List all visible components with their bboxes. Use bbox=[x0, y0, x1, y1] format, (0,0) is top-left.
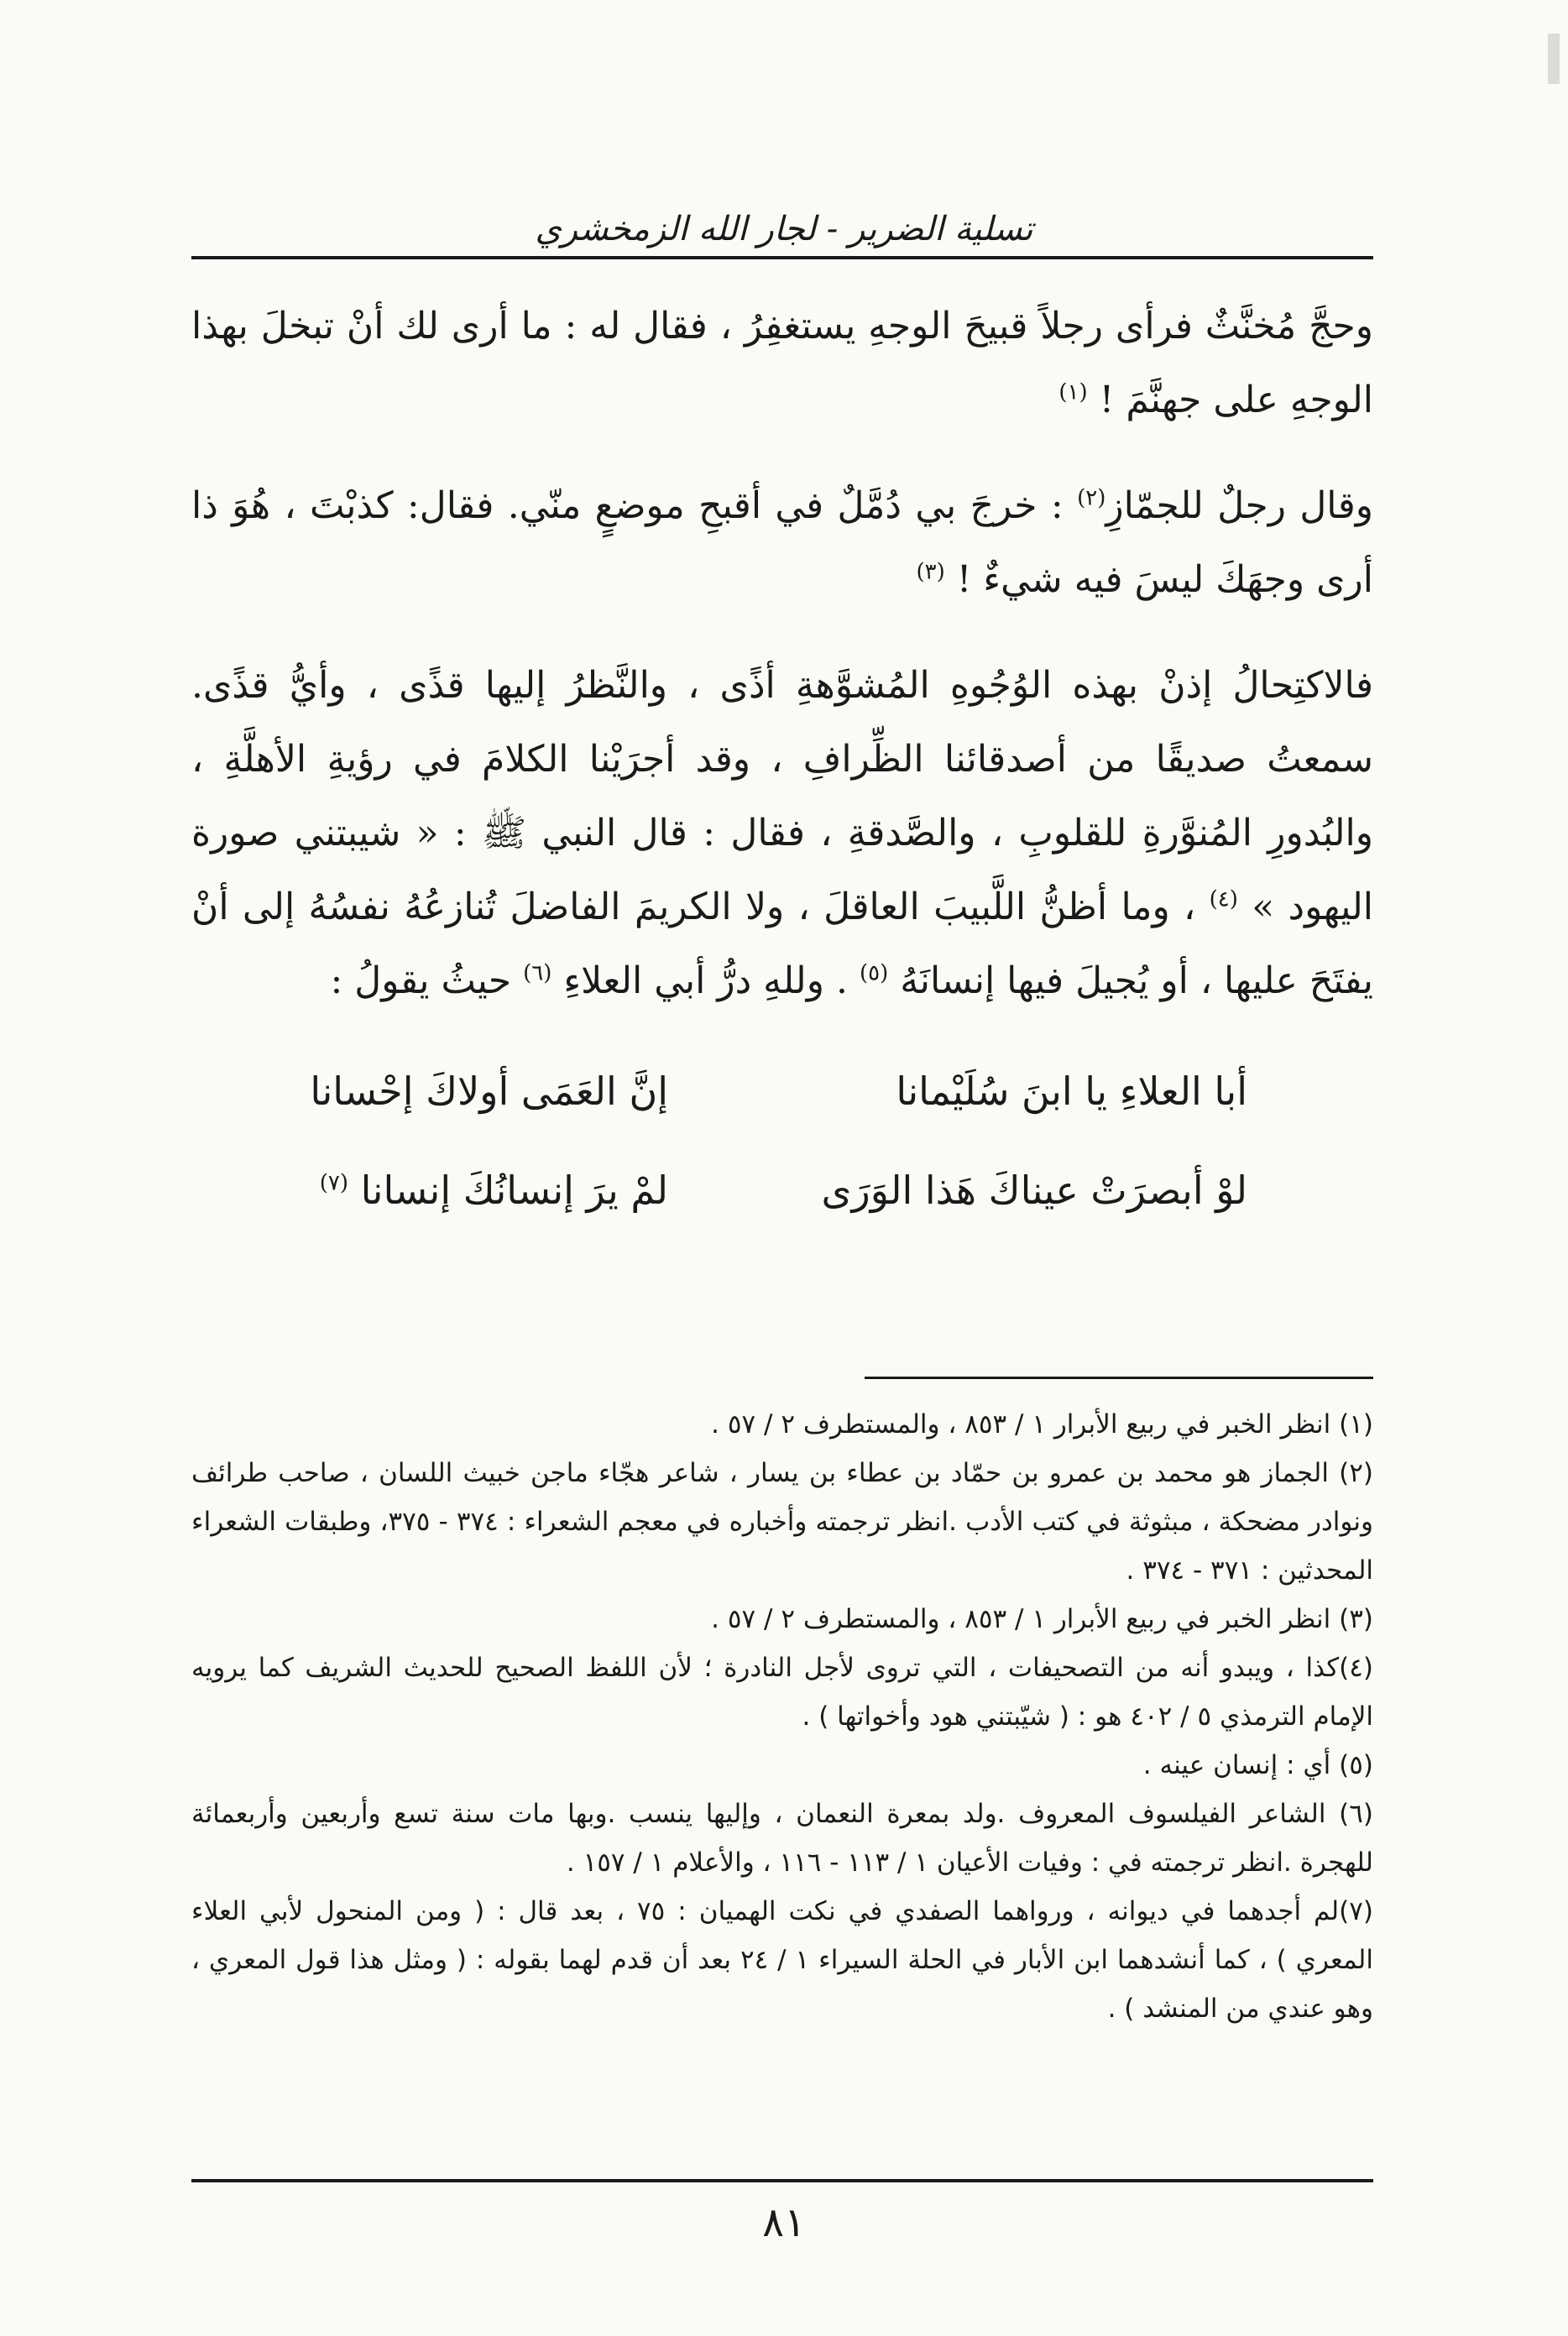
footnote-ref-2: (٢) bbox=[1077, 485, 1106, 511]
paragraph-2-text-a: وقال رجلٌ للجمّازِ bbox=[1105, 484, 1373, 527]
paragraph-1-text: وحجَّ مُخنَّثٌ فرأى رجلاً قبيحَ الوجهِ يستغفِرُ ، فقال له : ما أرى لك أنْ تبخلَ بهذا الوجهِ على جهنَّمَ ! bbox=[191, 305, 1373, 421]
paragraph-2 bbox=[191, 469, 1373, 617]
page-edge-mark bbox=[1548, 34, 1560, 84]
verse-2 bbox=[191, 1141, 1373, 1240]
footnote-separator bbox=[865, 1377, 1373, 1379]
poem bbox=[191, 1042, 1373, 1240]
footnote-ref-5: (٥) bbox=[859, 960, 889, 986]
verse-1-second-hemistich: إنَّ العَمَى أولاكَ إحْسانا bbox=[310, 1069, 668, 1114]
paragraph-1 bbox=[191, 290, 1373, 437]
main-text bbox=[191, 290, 1373, 1240]
footnote-7: (٧)لم أجدهما في ديوانه ، ورواهما الصفدي في نكت الهميان : ٧٥ ، بعد قال : ( ومن المنحول لأبي العلاء المعري ) ، كما أنشدهما ابن الأبار في الحلة السيراء ١ / ٢٤ بعد أن قدم لهما بقوله : ( ومثل هذا قول المعري ، وهو عندي من المنشد ) . bbox=[191, 1896, 1373, 2024]
footnote-ref-3: (٣) bbox=[916, 559, 945, 585]
running-header: تسلية الضرير - لجار الله الزمخشري bbox=[535, 210, 1033, 248]
footnote-ref-4: (٤) bbox=[1209, 886, 1238, 912]
verse-2-second-text: لمْ يرَ إنسانُكَ إنسانا bbox=[360, 1168, 668, 1213]
header-rule bbox=[191, 256, 1373, 259]
footnote-6: (٦) الشاعر الفيلسوف المعروف .ولد بمعرة النعمان ، وإليها ينسب .وبها مات سنة تسع وأربعين وأربعمائة للهجرة .انظر ترجمته في : وفيات الأعيان ١ / ١١٣ - ١١٦ ، والأعلام ١ / ١٥٧ . bbox=[191, 1799, 1373, 1878]
footnote-2: (٢) الجماز هو محمد بن عمرو بن حمّاد بن عطاء بن يسار ، شاعر هجّاء ماجن خبيث اللسان ، صاحب طرائف ونوادر مضحكة ، مبثوثة في كتب الأدب .انظر ترجمته وأخباره في معجم الشعراء : ٣٧٤ - ٣٧٥، وطبقات الشعراء المحدثين : ٣٧١ - ٣٧٤ . bbox=[191, 1458, 1373, 1586]
footnote-ref-7: (٧) bbox=[319, 1170, 349, 1196]
verse-1 bbox=[191, 1042, 1373, 1141]
footnote-1: (١) انظر الخبر في ربيع الأبرار ١ / ٨٥٣ ، والمستطرف ٢ / ٥٧ . bbox=[711, 1409, 1373, 1440]
footnote-5: (٥) أي : إنسان عينه . bbox=[1142, 1750, 1373, 1780]
paragraph-3-text-a: فالاكتِحالُ إذنْ بهذه الوُجُوهِ المُشوَّهةِ أذًى ، والنَّظرُ إليها قذًى ، وأيُّ قذًى. سمعتُ صديقًا من أصدقائنا الظِّرافِ ، وقد أجرَيْنا الكلامَ في رؤيةِ الأهلَّةِ ، والبُدورِ المُنوَّرةِ للقلوبِ ، والصَّدقةِ ، فقال : قال النبي ﷺ : « شيبتني صورة اليهود » bbox=[191, 664, 1373, 928]
paragraph-3-text-c: . وللهِ درُّ أبي العلاءِ bbox=[563, 959, 848, 1002]
paragraph-3-text-d: حيثُ يقولُ : bbox=[330, 959, 524, 1002]
footnote-4: (٤)كذا ، ويبدو أنه من التصحيفات ، التي تروى لأجل النادرة ؛ لأن اللفظ الصحيح للحديث الشريف كما يرويه الإمام الترمذي ٥ / ٤٠٢ هو : ( شيّبتني هود وأخواتها ) . bbox=[191, 1653, 1373, 1732]
verse-2-first-hemistich: لوْ أبصرَتْ عيناكَ هَذا الوَرَى bbox=[821, 1168, 1247, 1213]
paragraph-3-text-b: ، وما أظنُّ اللَّبيبَ العاقلَ ، ولا الكريمَ الفاضلَ تُنازعُهُ نفسُهُ إلى أنْ يفتَحَ عليها ، أو يُجيلَ فيها إنسانَهُ bbox=[191, 886, 1373, 1002]
footnotes bbox=[191, 1400, 1373, 2033]
verse-2-second-hemistich bbox=[265, 1141, 668, 1240]
footnote-ref-6: (٦) bbox=[523, 960, 552, 986]
footnote-ref-1: (١) bbox=[1058, 379, 1088, 405]
footnote-3: (٣) انظر الخبر في ربيع الأبرار ١ / ٨٥٣ ، والمستطرف ٢ / ٥٧ . bbox=[711, 1604, 1373, 1634]
paragraph-2-text-b: : خرجَ بي دُمَّلٌ في أقبحِ موضعٍ منّي. فقال: كذبْتَ ، هُوَ ذا أرى وجهَكَ ليسَ فيه شيءٌ ! bbox=[191, 484, 1373, 601]
footer-rule bbox=[191, 2179, 1373, 2182]
verse-1-first-hemistich: أبا العلاءِ يا ابنَ سُلَيْمانا bbox=[896, 1069, 1247, 1114]
page-number: ٨١ bbox=[762, 2199, 806, 2246]
paragraph-3 bbox=[191, 649, 1373, 1018]
